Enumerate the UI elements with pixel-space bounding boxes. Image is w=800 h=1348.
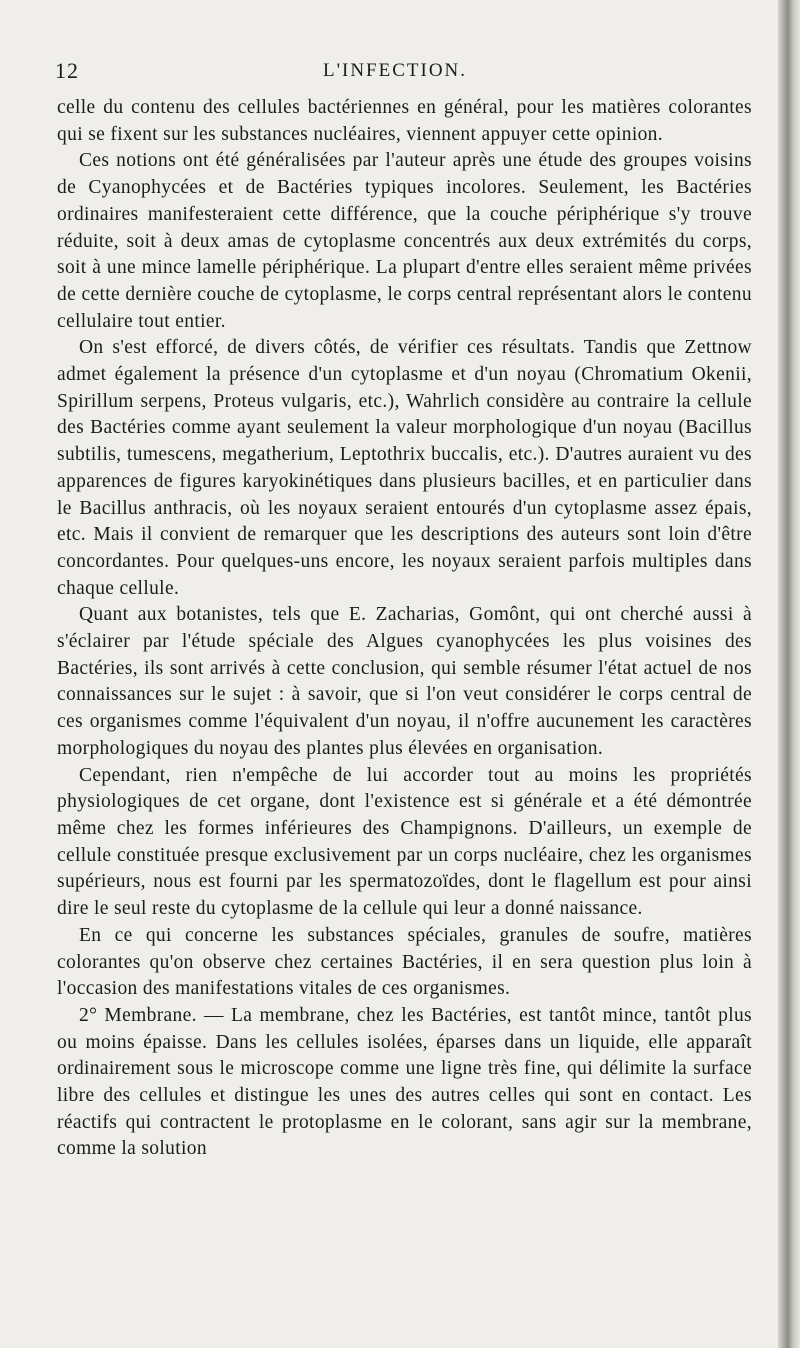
- page-number: 12: [55, 58, 79, 83]
- paragraph-3: On s'est efforcé, de divers côtés, de vérifier ces résultats. Tandis que Zettnow admet également la présence d'un cytoplasme et d'un noyau (Chromatium Okenii, Spirillum serpens, Proteus vulgaris, etc.), Wahrlich considère au contraire la cellule des Bactéries comme ayant seulement la valeur morphologique d'un noyau (Bacillus subtilis, tumescens, megatherium, Leptothrix buccalis, etc.). D'autres auraient vu des apparences de figures karyokinétiques dans plusieurs bacilles, et en particulier dans le Bacillus anthracis, où les noyaux seraient entourés d'un cytoplasme assez épais, etc. Mais il convient de remarquer que les descriptions des auteurs sont loin d'être concordantes. Pour quelques-uns encore, les noyaux seraient parfois multiples dans chaque cellule.: [57, 337, 752, 599]
- body-text: [57, 95, 752, 1163]
- paragraph-5: Cependant, rien n'empêche de lui accorder tout au moins les propriétés physiologiques de cet organe, dont l'existence est si générale et a été démontrée même chez les formes inférieures des Champignons. D'ailleurs, un exemple de cellule constituée presque exclusivement par un corps nucléaire, chez les organismes supérieurs, nous est fourni par les spermatozoïdes, dont le flagellum est pour ainsi dire le seul reste du cytoplasme de la cellule qui leur a donné naissance.: [57, 764, 752, 920]
- paragraph-1: celle du contenu des cellules bactériennes en général, pour les matières colorantes qui se fixent sur les substances nucléaires, viennent appuyer cette opinion.: [57, 97, 752, 145]
- paragraph-4: Quant aux botanistes, tels que E. Zacharias, Gomônt, qui ont cherché aussi à s'éclairer par l'étude spéciale des Algues cyanophycées les plus voisines des Bactéries, ils sont arrivés à cette conclusion, qui semble résumer l'état actuel de nos connaissances sur le sujet : à savoir, que si l'on veut considérer le corps central de ces organismes comme l'équivalent d'un noyau, il n'offre aucunement les caractères morphologiques du noyau des plantes plus élevées en organisation.: [57, 604, 752, 759]
- page-header: [45, 58, 745, 88]
- running-title: L'INFECTION.: [322, 60, 468, 81]
- paragraph-6: En ce qui concerne les substances spéciales, granules de soufre, matières colorantes qu'on observe chez certaines Bactéries, il en sera question plus loin à l'occasion des manifestations vitales de ces organismes.: [57, 924, 752, 1000]
- paragraph-7-membrane: 2° Membrane. — La membrane, chez les Bactéries, est tantôt mince, tantôt plus ou moins épaisse. Dans les cellules isolées, éparses dans un liquide, elle apparaît ordinairement sous le microscope comme une ligne très fine, qui délimite la surface libre des cellules et distingue les unes des autres celles qui sont en contact. Les réactifs qui contractent le protoplasme en le colorant, sans agir sur la membrane, comme la solution: [57, 1004, 752, 1160]
- page-binding-edge: [778, 0, 800, 1348]
- paragraph-2: Ces notions ont été généralisées par l'auteur après une étude des groupes voisins de Cyanophycées et de Bactéries typiques incolores. Seulement, les Bactéries ordinaires manifesteraient cette différence, que la couche périphérique s'y trouve réduite, soit à deux amas de cytoplasme concentrés aux deux extrémités du corps, soit à une mince lamelle périphérique. La plupart d'entre elles seraient même privées de cette dernière couche de cytoplasme, le corps central représentant alors le contenu cellulaire tout entier.: [57, 150, 752, 332]
